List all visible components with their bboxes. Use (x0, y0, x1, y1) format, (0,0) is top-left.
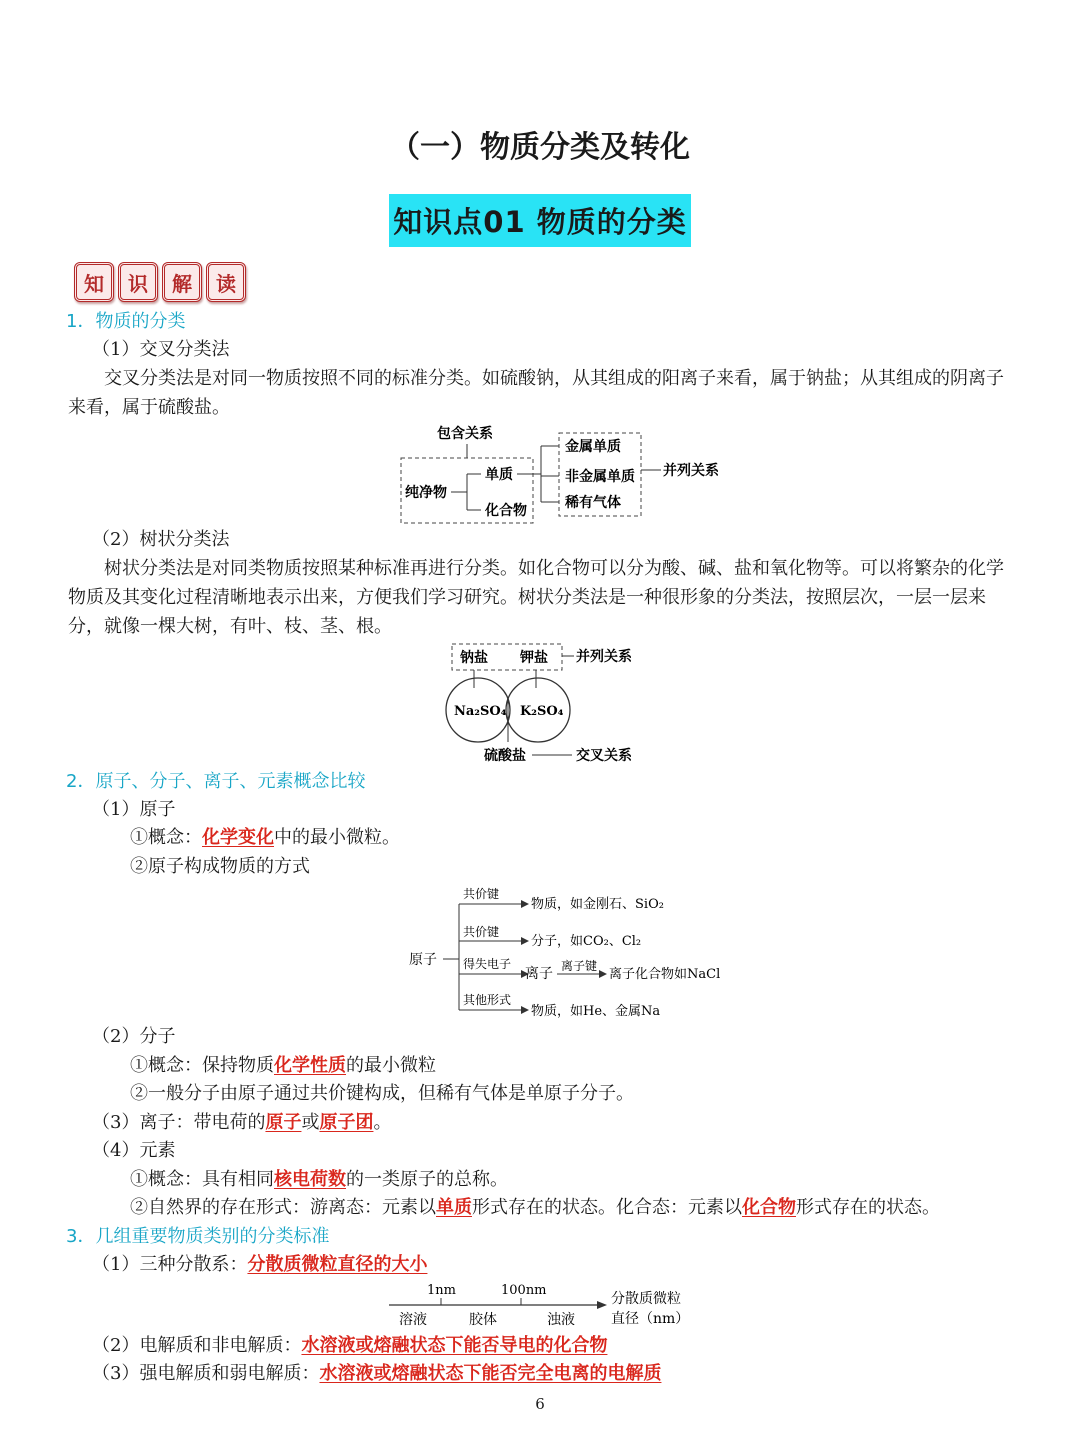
axis-label: 分散质微粒 (611, 1291, 681, 1307)
text: （3）离子：带电荷的 (92, 1112, 266, 1133)
text: 的最小微粒 (346, 1055, 436, 1076)
keyword: 分散质微粒直径的大小 (247, 1254, 428, 1275)
diagram-node: 单质 (485, 467, 513, 483)
text: （2）电解质和非电解质： (92, 1335, 302, 1356)
text-line (130, 1168, 508, 1192)
diagram-label: 离子键 (561, 959, 598, 973)
diagram-node: 钾盐 (520, 650, 548, 666)
badge-char: 解 (162, 262, 202, 302)
badge-char: 识 (118, 262, 158, 302)
text: 中的最小微粒。 (274, 827, 400, 848)
text-line (130, 1054, 436, 1078)
subheading: （1）交叉分类法 (92, 339, 230, 360)
text: ②自然界的存在形式：游离态：元素以 (130, 1197, 436, 1218)
knowledge-point-title: 知识点01 物质的分类 (389, 194, 690, 247)
keyword: 水溶液或熔融状态下能否完全电离的电解质 (319, 1363, 662, 1384)
dispersion-axis (385, 1280, 705, 1330)
text: 形式存在的状态。 (796, 1197, 940, 1218)
diagram-label: 并列关系 (663, 463, 719, 479)
text-line (92, 1111, 391, 1135)
text: 或 (301, 1112, 320, 1133)
badge-char: 读 (206, 262, 246, 302)
diagram-node: 金属单质 (565, 439, 621, 455)
text-line (92, 1362, 661, 1386)
subheading: （4）元素 (92, 1140, 176, 1161)
page-number: 6 (535, 1395, 545, 1413)
diagram-node: 离子 (525, 966, 553, 982)
axis-category: 浊液 (547, 1312, 575, 1328)
text-line (92, 1334, 607, 1358)
diagram-label: 得失电子 (463, 957, 512, 971)
diagram-node: 硫酸盐 (484, 748, 526, 764)
keyword: 水溶液或熔融状态下能否导电的化合物 (301, 1335, 608, 1356)
text: （1）三种分散系： (92, 1254, 248, 1275)
diagram-node: 化合物 (485, 503, 527, 519)
diagram-node: 离子化合物如NaCl (609, 967, 721, 982)
section-heading: 3．几组重要物质类别的分类标准 (66, 1226, 330, 1247)
knowledge-badge (74, 262, 246, 302)
text: 的一类原子的总称。 (346, 1169, 508, 1190)
diagram-node: Na₂SO₄ (454, 704, 507, 719)
axis-tick-label: 100nm (501, 1283, 547, 1298)
diagram-node: 物质，如He、金属Na (531, 1004, 661, 1019)
diagram-node: 物质，如金刚石、SiO₂ (531, 897, 664, 912)
diagram-node: 非金属单质 (565, 469, 635, 485)
diagram-node: 分子，如CO₂、Cl₂ (531, 934, 642, 949)
axis-label: 直径（nm） (611, 1311, 690, 1327)
diagram-label: 共价键 (463, 925, 500, 939)
inclusion-diagram (395, 418, 755, 530)
diagram-label: 包含关系 (437, 426, 493, 442)
text-line (130, 1196, 940, 1220)
diagram-label: 并列关系 (576, 649, 632, 665)
page-title: （一）物质分类及转化 (390, 130, 690, 165)
diagram-node: 稀有气体 (565, 495, 621, 511)
text: 。 (373, 1112, 392, 1133)
keyword: 化学变化 (202, 827, 274, 848)
diagram-node: 钠盐 (460, 650, 488, 666)
text: 形式存在的状态。化合态：元素以 (472, 1197, 742, 1218)
keyword: 原子 (265, 1112, 302, 1133)
keyword: 原子团 (319, 1112, 374, 1133)
paragraph: 树状分类法是对同类物质按照某种标准再进行分类。如化合物可以分为酸、碱、盐和氧化物等。可以将繁杂的化学物质及其变化过程清晰地表示出来，方便我们学习研究。树状分类法是一种很形象的分类法，按照层次，一层一层来分，就像一棵大树，有叶、枝、茎、根。 (68, 558, 1004, 637)
diagram-label: 交叉关系 (576, 748, 632, 764)
axis-category: 溶液 (399, 1312, 427, 1328)
diagram-label: 共价键 (463, 887, 500, 901)
text: ①概念：保持物质 (130, 1055, 274, 1076)
badge-char: 知 (74, 262, 114, 302)
subheading: （2）树状分类法 (92, 529, 230, 550)
subheading: （2）分子 (92, 1026, 176, 1047)
paragraph: 交叉分类法是对同一物质按照不同的标准分类。如硫酸钠，从其组成的阳离子来看，属于钠盐；从其组成的阴离子来看，属于硫酸盐。 (68, 368, 1004, 418)
axis-tick-label: 1nm (427, 1283, 456, 1298)
text-line: ②一般分子由原子通过共价键构成，但稀有气体是单原子分子。 (130, 1083, 634, 1104)
keyword: 核电荷数 (274, 1169, 346, 1190)
text: ①概念：具有相同 (130, 1169, 274, 1190)
diagram-node: 纯净物 (405, 485, 447, 501)
text: ①概念： (130, 827, 202, 848)
diagram-node: 原子 (409, 952, 437, 968)
text-line (130, 826, 400, 850)
text: （3）强电解质和弱电解质： (92, 1363, 320, 1384)
text-line (92, 1253, 427, 1277)
subheading: （1）原子 (92, 799, 176, 820)
section-heading: 1．物质的分类 (66, 311, 186, 332)
keyword: 单质 (436, 1197, 472, 1218)
atom-diagram (405, 882, 745, 1022)
diagram-label: 其他形式 (463, 993, 512, 1007)
text-line: ②原子构成物质的方式 (130, 856, 310, 877)
keyword: 化学性质 (274, 1055, 346, 1076)
axis-category: 胶体 (469, 1312, 497, 1328)
cross-diagram (440, 640, 680, 768)
keyword: 化合物 (742, 1197, 796, 1218)
subtitle-wrap (0, 194, 1080, 247)
diagram-node: K₂SO₄ (520, 704, 564, 719)
section-heading: 2．原子、分子、离子、元素概念比较 (66, 771, 366, 792)
